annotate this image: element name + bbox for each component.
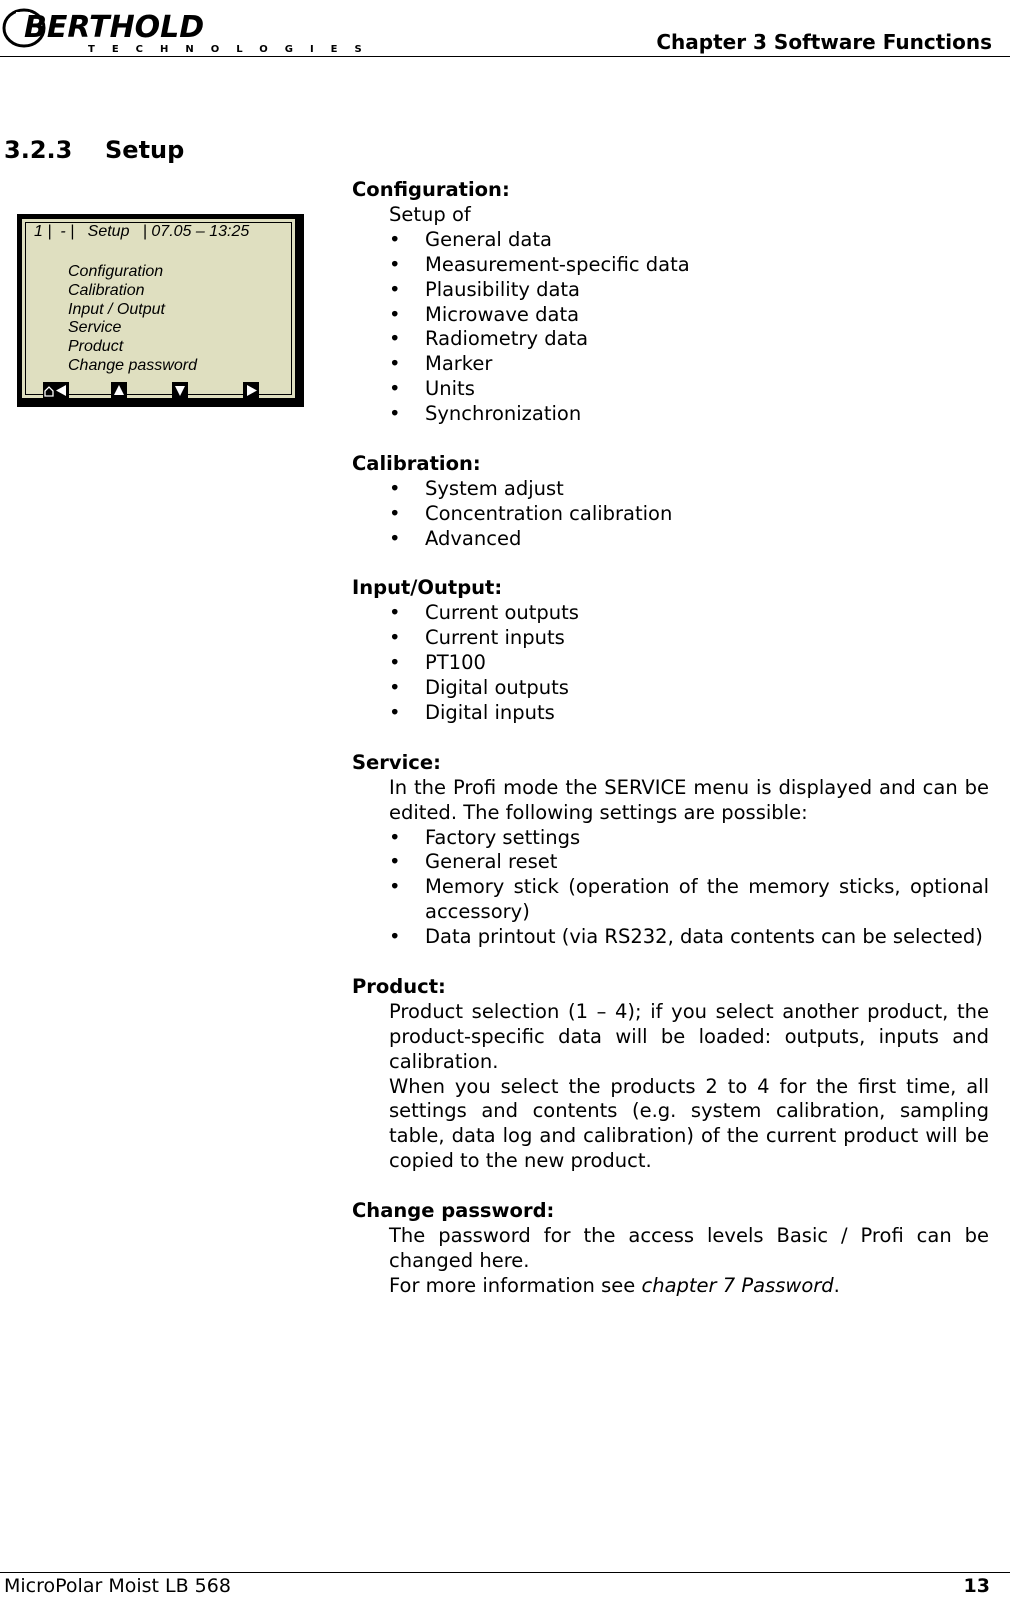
device-display <box>17 214 304 407</box>
list-item: • Synchronization <box>389 402 989 427</box>
configuration-list <box>352 228 989 427</box>
footer-divider <box>0 1572 1010 1573</box>
arrow-right-icon <box>243 382 259 399</box>
list-item: • Microwave data <box>389 303 989 328</box>
menu-item-input-output[interactable]: Input / Output <box>68 300 165 318</box>
menu-item-calibration[interactable]: Calibration <box>68 281 145 299</box>
chapter-reference-link[interactable]: chapter 7 Password <box>641 1273 834 1297</box>
service-heading: Service: <box>352 750 441 774</box>
calibration-list <box>352 477 989 552</box>
product-paragraph-2: When you select the products 2 to 4 for the first time, all settings and contents (e.g. system calibration, sampling table, data log and calibration) of the current product will be copied to the new product. <box>389 1074 989 1173</box>
logo-subtext: TECHNOLOGIES <box>88 44 379 55</box>
menu-item-change-password[interactable]: Change password <box>68 356 197 374</box>
list-item: • Memory stick (operation of the memory sticks, optional accessory) <box>389 875 989 925</box>
page-number: 13 <box>963 1575 990 1597</box>
list-item: • Advanced <box>389 527 989 552</box>
service-intro: In the Profi mode the SERVICE menu is displayed and can be edited. The following settings are possible: <box>389 775 989 824</box>
arrow-up-icon <box>111 382 127 399</box>
up-key[interactable] <box>111 382 127 399</box>
input-output-list <box>352 601 989 726</box>
list-item: • Radiometry data <box>389 327 989 352</box>
product-heading: Product: <box>352 974 446 998</box>
list-item: • General data <box>389 228 989 253</box>
chapter-title: Chapter 3 Software Functions <box>656 30 992 54</box>
list-item: • General reset <box>389 850 989 875</box>
list-item: • System adjust <box>389 477 989 502</box>
logo-text: BERTHOLD <box>24 10 205 45</box>
berthold-logo <box>2 6 379 56</box>
list-item: • Current outputs <box>389 601 989 626</box>
configuration-intro: Setup of <box>389 202 471 226</box>
footer-product-name: MicroPolar Moist LB 568 <box>4 1575 231 1597</box>
menu-item-configuration[interactable]: Configuration <box>68 263 164 280</box>
list-item: • Digital outputs <box>389 676 989 701</box>
down-key[interactable] <box>172 382 188 399</box>
change-password-heading: Change password: <box>352 1199 555 1223</box>
menu-item-product[interactable]: Product <box>68 338 124 356</box>
section-title: Setup <box>105 136 185 164</box>
list-item: • Current inputs <box>389 626 989 651</box>
list-item: • Plausibility data <box>389 278 989 303</box>
service-list <box>352 826 989 951</box>
input-output-heading: Input/Output: <box>352 576 503 600</box>
calibration-heading: Calibration: <box>352 451 481 475</box>
home-left-key[interactable] <box>43 382 69 399</box>
list-item: • PT100 <box>389 651 989 676</box>
list-item: • Factory settings <box>389 826 989 851</box>
list-item: • Digital inputs <box>389 701 989 726</box>
arrow-down-icon <box>172 382 188 399</box>
lcd-screen <box>22 219 295 398</box>
header-divider <box>0 56 1010 57</box>
list-item: • Concentration calibration <box>389 502 989 527</box>
product-paragraph-1: Product selection (1 – 4); if you select another product, the product-specific data will be loaded: outputs, inputs and calibration. <box>389 999 989 1073</box>
list-item: • Marker <box>389 352 989 377</box>
menu-item-service[interactable]: Service <box>68 319 122 337</box>
list-item: • Measurement-specific data <box>389 253 989 278</box>
home-left-icon <box>43 382 69 399</box>
setup-description <box>352 178 989 1299</box>
status-line: 1 | - | Setup | 07.05 – 13:25 <box>34 223 250 240</box>
password-paragraph-2: For more information see chapter 7 Password. <box>389 1273 840 1297</box>
section-number: 3.2.3 <box>4 136 73 164</box>
section-heading <box>4 136 184 164</box>
list-item: • Data printout (via RS232, data contents can be selected) <box>389 925 989 950</box>
setup-menu <box>68 263 197 376</box>
configuration-heading: Configuration: <box>352 178 510 201</box>
password-paragraph-1: The password for the access levels Basic / Profi can be changed here. <box>389 1223 989 1272</box>
right-key[interactable] <box>243 382 259 399</box>
list-item: • Units <box>389 377 989 402</box>
